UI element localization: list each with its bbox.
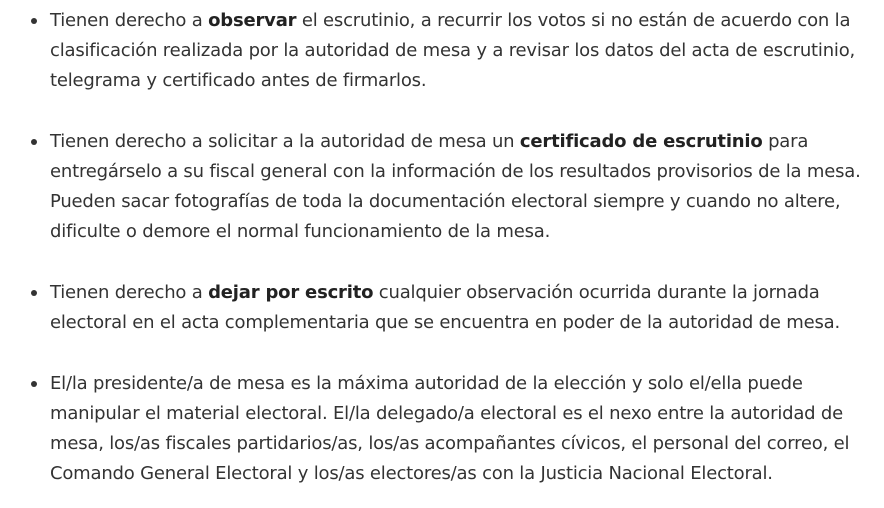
item-text-post: para entregárselo a su fiscal general con la información de los resultados provisorios de la mesa. Pueden sacar fotografías de toda la documentación electoral siempre y cuando no altere, dificulte o demore el normal funcionamiento de la mesa. bbox=[50, 131, 861, 242]
item-text-bold: certificado de escrutinio bbox=[519, 131, 763, 152]
list-item-presidente bbox=[50, 369, 884, 489]
item-text-bold: observar bbox=[208, 10, 297, 31]
item-text-pre: Tienen derecho a bbox=[50, 10, 209, 31]
bullet-icon bbox=[31, 381, 37, 387]
list-item-observar bbox=[50, 6, 884, 96]
bullet-icon bbox=[31, 139, 37, 145]
item-text-pre: Tienen derecho a solicitar a la autoridad de mesa un bbox=[50, 131, 520, 152]
item-text-bold: dejar por escrito bbox=[208, 282, 374, 303]
list-item-certificado bbox=[50, 127, 884, 247]
list-item-dejar-por-escrito bbox=[50, 278, 884, 338]
item-text: El/la presidente/a de mesa es la máxima autoridad de la elección y solo el/ella puede manipular el material electoral. El/la delegado/a electoral es el nexo entre la autoridad de mesa, los/as fiscales partidarios/as, los/as acompañantes cívicos, el personal del correo, el Comando General Electoral y los/as electores/as con la Justicia Nacional Electoral. bbox=[50, 373, 850, 484]
item-text-pre: Tienen derecho a bbox=[50, 282, 209, 303]
bullet-icon bbox=[31, 18, 37, 24]
rights-list bbox=[0, 6, 884, 489]
bullet-icon bbox=[31, 290, 37, 296]
item-text-post: cualquier observación ocurrida durante la jornada electoral en el acta complementaria que se encuentra en poder de la autoridad de mesa. bbox=[50, 282, 841, 333]
item-text-post: el escrutinio, a recurrir los votos si no están de acuerdo con la clasificación realizada por la autoridad de mesa y a revisar los datos del acta de escrutinio, telegrama y certificado antes de firmarlos. bbox=[50, 10, 856, 91]
